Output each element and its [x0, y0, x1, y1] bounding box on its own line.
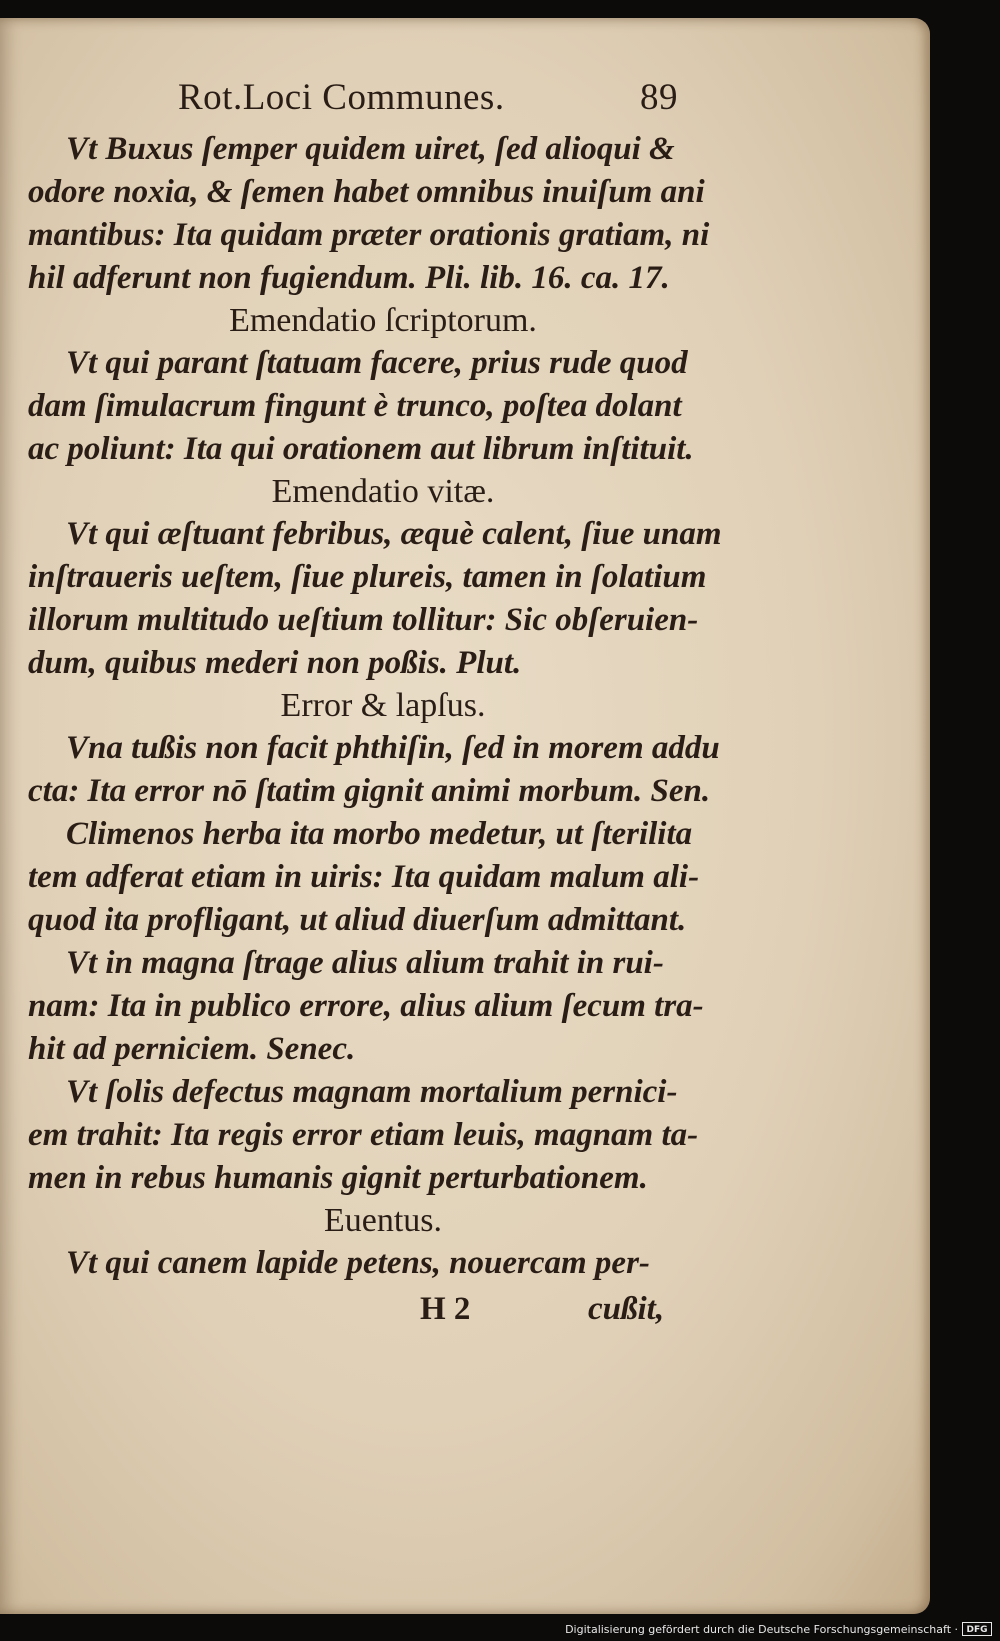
signature-mark: H 2 [420, 1291, 471, 1327]
catchword: cußit, [588, 1291, 665, 1327]
text-line: Vt qui æſtuant febribus, æquè calent, ſiue unam [66, 516, 722, 552]
running-head [28, 70, 718, 128]
page-footer [28, 1285, 718, 1333]
text-line: dam ſimulacrum fingunt è trunco, poſtea dolant [28, 388, 682, 424]
text-line: Vt qui parant ſtatuam facere, prius rude quod [66, 345, 688, 381]
section-heading: Error & lapſus. [280, 687, 486, 724]
text-line: men in rebus humanis gignit perturbationem. [28, 1160, 648, 1196]
text-line: inſtraueris ueſtem, ſiue plureis, tamen in ſolatium [28, 559, 707, 595]
text-line: odore noxia, & ſemen habet omnibus inuiſum ani [28, 174, 705, 210]
text-line: Vt ſolis defectus magnam mortalium pernici- [66, 1074, 678, 1110]
funding-credit: Digitalisierung gefördert durch die Deutsche Forschungsgemeinschaft · [565, 1623, 958, 1636]
text-line: ac poliunt: Ita qui orationem aut librum inſtituit. [28, 431, 694, 467]
text-line: Vt qui canem lapide petens, nouercam per- [66, 1245, 650, 1281]
text-line: illorum multitudo ueſtium tollitur: Sic obſeruien- [28, 602, 699, 638]
text-line: Vt in magna ſtrage alius alium trahit in rui- [66, 945, 664, 981]
section-heading: Emendatio ſcriptorum. [229, 302, 537, 339]
dfg-logo-icon: DFG [962, 1622, 992, 1636]
text-line: hit ad perniciem. Senec. [28, 1031, 356, 1067]
text-lines [28, 128, 722, 1285]
text-line: dum, quibus mederi non poßis. Plut. [28, 645, 522, 681]
running-title: Rot.Loci Communes. [178, 77, 505, 118]
text-line: Climenos herba ita morbo medetur, ut ſterilita [66, 816, 693, 852]
section-heading: Euentus. [323, 1202, 443, 1239]
text-line: quod ita profligant, ut aliud diuerſum admittant. [28, 902, 687, 938]
text-line: tem adferat etiam in uiris: Ita quidam malum ali- [28, 859, 700, 895]
text-line: hil adferunt non fugiendum. Pli. lib. 16. ca. 17. [28, 260, 670, 296]
text-line: mantibus: Ita quidam præter orationis gratiam, ni [28, 217, 710, 253]
section-heading: Emendatio vitæ. [271, 473, 495, 510]
text-line: Vt Buxus ſemper quidem uiret, ſed alioqui & [66, 131, 675, 167]
text-line: cta: Ita error nō ſtatim gignit animi morbum. Sen. [28, 773, 711, 809]
text-line: em trahit: Ita regis error etiam leuis, magnam ta- [28, 1117, 699, 1153]
text-block [28, 70, 722, 1333]
text-line: Vna tußis non facit phthiſin, ſed in morem addu [66, 730, 720, 766]
text-line: nam: Ita in publico errore, alius alium ſecum tra- [28, 988, 704, 1024]
page-number: 89 [640, 77, 678, 118]
digitization-footer [0, 1614, 1000, 1641]
